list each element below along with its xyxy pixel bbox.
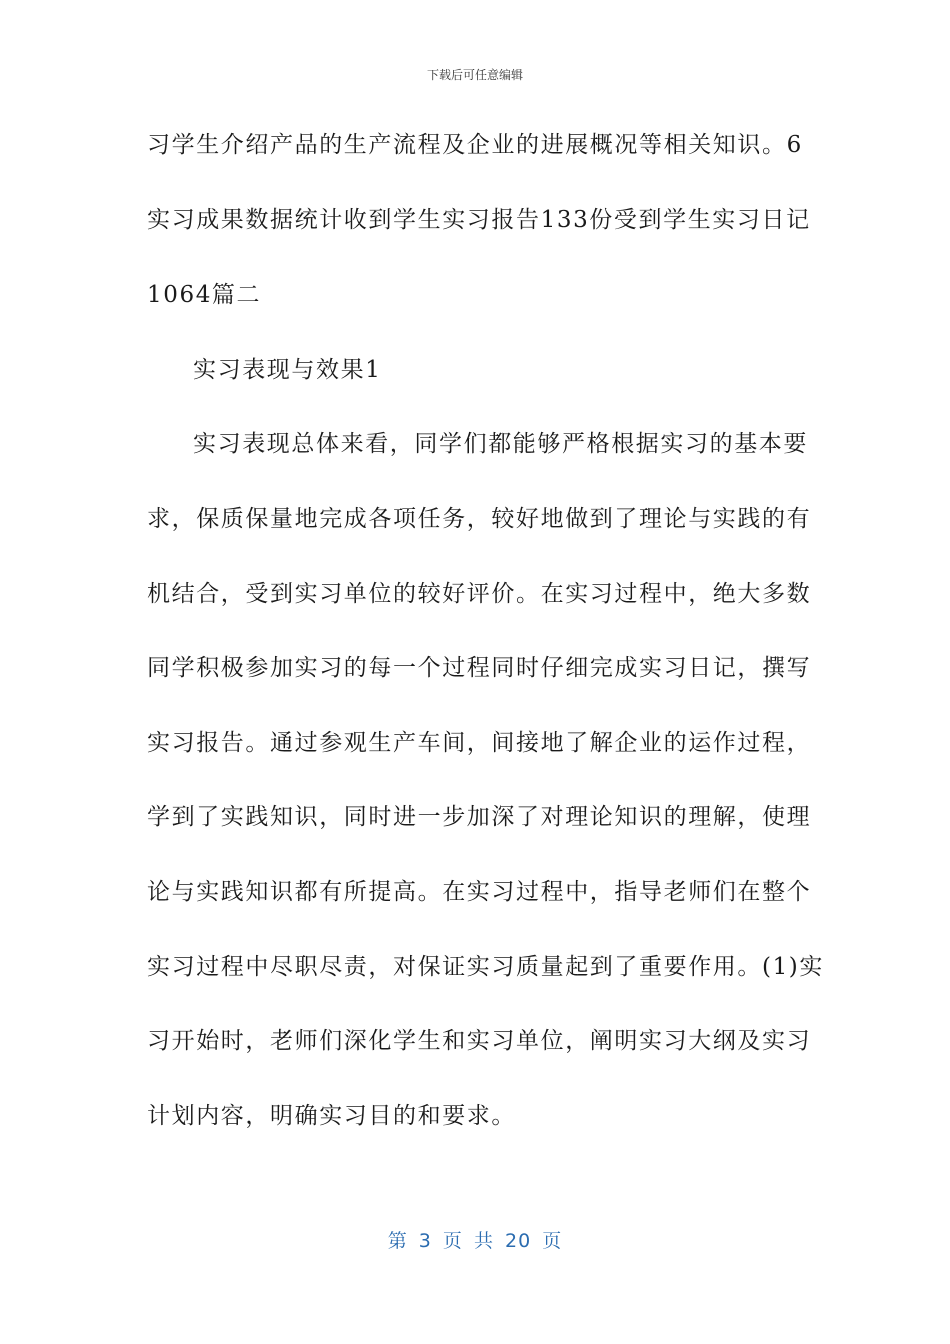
- text-line: 实习报告。通过参观生产车间，间接地了解企业的运作过程，: [147, 730, 812, 756]
- text-line: 计划内容，明确实习目的和要求。: [147, 1103, 516, 1129]
- text-line: 实习过程中尽职尽责，对保证实习质量起到了重要作用。(1)实: [147, 954, 824, 980]
- text-line: 习开始时，老师们深化学生和实习单位，阐明实习大纲及实习: [147, 1028, 812, 1054]
- text-line: 求，保质保量地完成各项任务，较好地做到了理论与实践的有: [147, 506, 812, 532]
- text-line: 学到了实践知识，同时进一步加深了对理论知识的理解，使理: [147, 804, 812, 830]
- text-line: 机结合，受到实习单位的较好评价。在实习过程中，绝大多数: [147, 581, 812, 607]
- text-line: 实习表现总体来看，同学们都能够严格根据实习的基本要: [193, 431, 808, 457]
- text-line: 习学生介绍产品的生产流程及企业的进展概况等相关知识。6: [147, 132, 803, 158]
- section-heading: 实习表现与效果1: [193, 357, 382, 383]
- text-line: 实习成果数据统计收到学生实习报告133份受到学生实习日记: [147, 207, 811, 233]
- text-line: 论与实践知识都有所提高。在实习过程中，指导老师们在整个: [147, 879, 812, 905]
- text-line: 同学积极参加实习的每一个过程同时仔细完成实习日记，撰写: [147, 655, 812, 681]
- page-header: 下载后可任意编辑: [426, 68, 523, 82]
- text-line: 1064篇二: [147, 282, 262, 308]
- page-number-footer: 第 3 页 共 20 页: [387, 1230, 563, 1252]
